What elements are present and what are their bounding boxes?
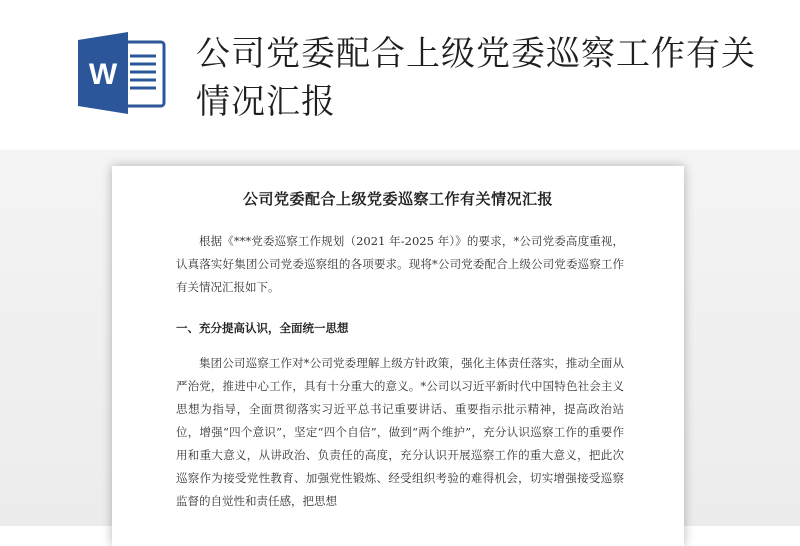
word-icon-letter: W bbox=[88, 58, 118, 91]
paragraph-intro: 根据《***党委巡察工作规划（2021 年-2025 年）》的要求，*公司党委高度重视，认真落实好集团公司党委巡察组的各项要求。现将*公司党委配合上级公司党委巡察工作有关情况汇报如下。 bbox=[176, 234, 624, 294]
document-title: 公司党委配合上级党委巡察工作有关情况汇报 bbox=[242, 190, 553, 208]
header-banner bbox=[0, 0, 800, 150]
section-heading-1: 一、充分提高认识，全面统一思想 bbox=[176, 321, 349, 335]
paragraph-section-1: 集团公司巡察工作对*公司党委理解上级方针政策，强化主体责任落实，推动全面从严治党，推进中心工作，具有十分重大的意义。*公司以习近平新时代中国特色社会主义思想为指导，全面贯彻落实习近平总书记重要讲话、重要指示批示精神，提高政治站位，增强“四个意识”，坚定“四个自信”，做到“两个维护”，充分认识巡察工作的重要作用和重大意义，从讲政治、负责任的高度，充分认识开展巡察工作的重大意义，把此次巡察作为接受党性教育、加强党性锻炼、经受组织考验的难得机会，切实增强接受巡察监督的自觉性和责任感，把思想 bbox=[176, 356, 624, 508]
word-document-icon bbox=[78, 32, 168, 114]
banner-title: 公司党委配合上级党委巡察工作有关情况汇报 bbox=[196, 34, 756, 122]
document-page bbox=[112, 166, 684, 546]
